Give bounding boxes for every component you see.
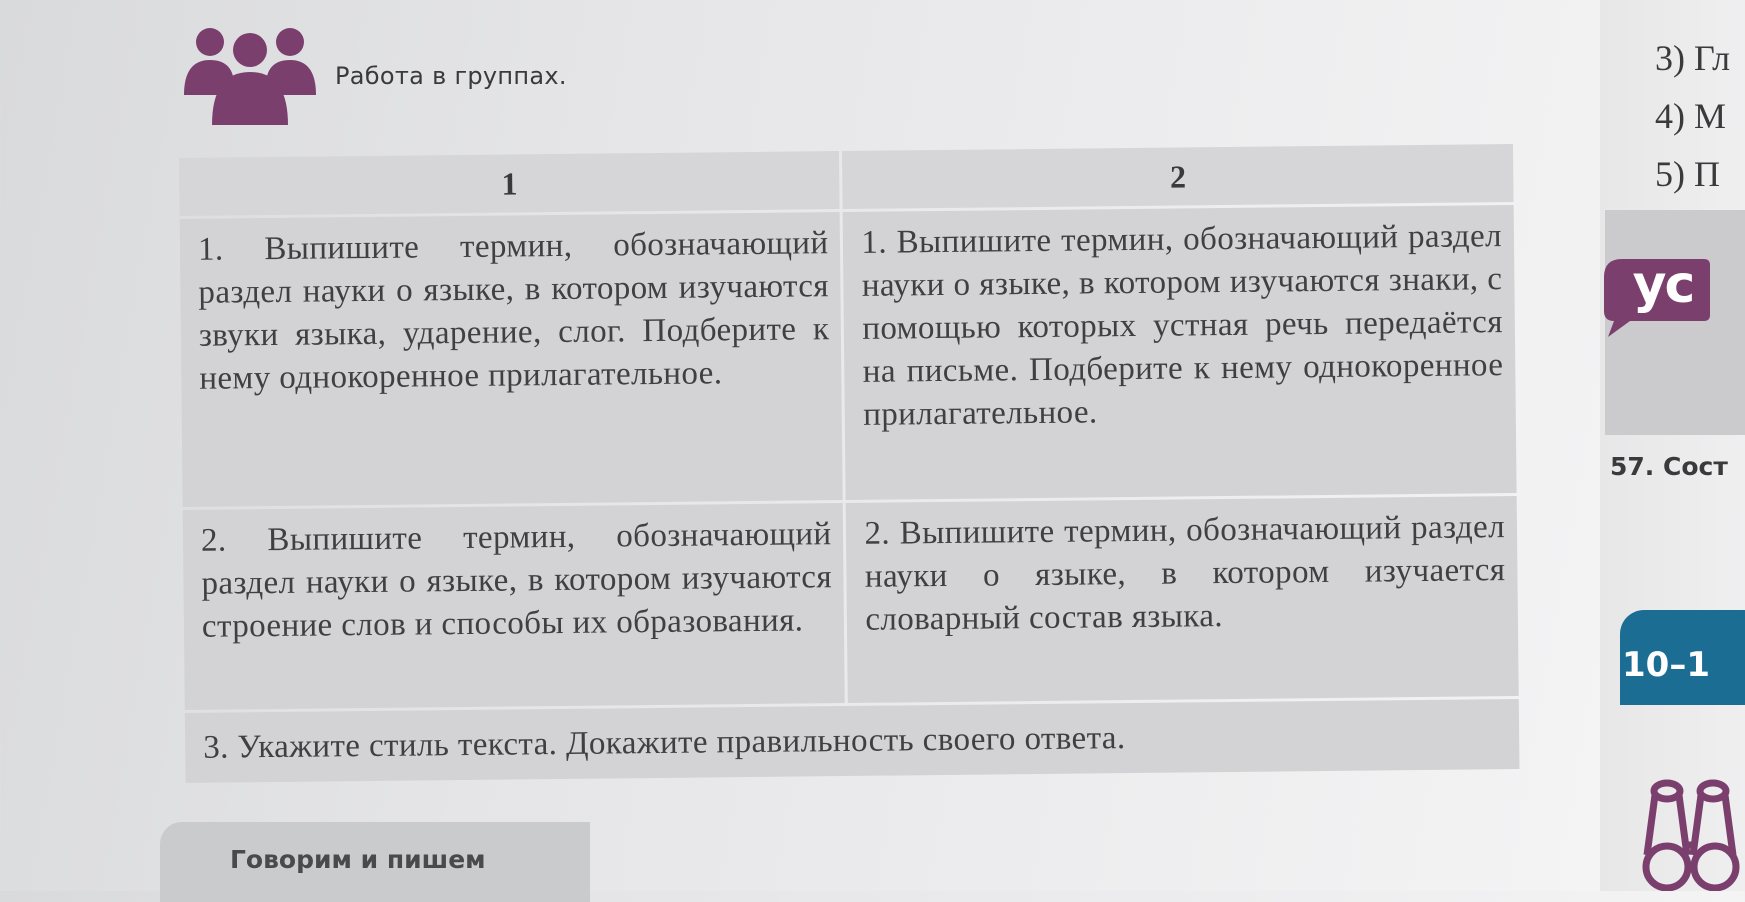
exercise-number: 57. Сост xyxy=(1610,452,1728,481)
task-text: 1. Выпишите термин, обозначающий раздел науки о языке, в котором изучаются звуки языка, ударение, слог. Подберите к нему однокоренное прилагательное. xyxy=(197,225,830,397)
list-item: 3) Гл xyxy=(1655,38,1731,78)
section-title: Работа в группах. xyxy=(335,62,567,90)
table-cell-full xyxy=(185,699,1520,783)
answer-list xyxy=(1655,28,1730,202)
task-text: 2. Выпишите термин, обозначающий раздел науки о языке, в котором изучается словарный состав языка. xyxy=(864,509,1506,638)
task-table xyxy=(176,141,1523,786)
table-cell xyxy=(183,503,846,710)
table-cell xyxy=(846,496,1519,703)
table-row xyxy=(180,205,1517,507)
task-text: 3. Укажите стиль текста. Докажите правильность своего ответа. xyxy=(203,720,1126,766)
table-cell xyxy=(843,205,1516,500)
table-cell xyxy=(180,212,843,507)
page-tab-label: 10–1 xyxy=(1622,645,1710,685)
task-text: 2. Выпишите термин, обозначающий раздел науки о языке, в котором изучаются строение слов и способы их образования. xyxy=(200,516,833,645)
group-people-icon xyxy=(180,20,320,125)
column-header-1: 1 xyxy=(179,151,840,216)
table-row xyxy=(183,496,1519,710)
column-header-2: 2 xyxy=(842,144,1513,209)
table-header-row xyxy=(179,144,1514,216)
binoculars-icon xyxy=(1635,775,1745,891)
section-banner-label: Говорим и пишем xyxy=(230,845,486,874)
badge-label: ус xyxy=(1632,255,1694,315)
table-row xyxy=(185,699,1520,783)
list-item: 5) П xyxy=(1655,154,1720,194)
task-text: 1. Выпишите термин, обозначающий раздел науки о языке, в котором изучаются знаки, с помощью которых устная речь передаётся на письме. Подберите к нему однокоренное прилагательное. xyxy=(861,218,1504,433)
list-item: 4) М xyxy=(1655,96,1726,136)
